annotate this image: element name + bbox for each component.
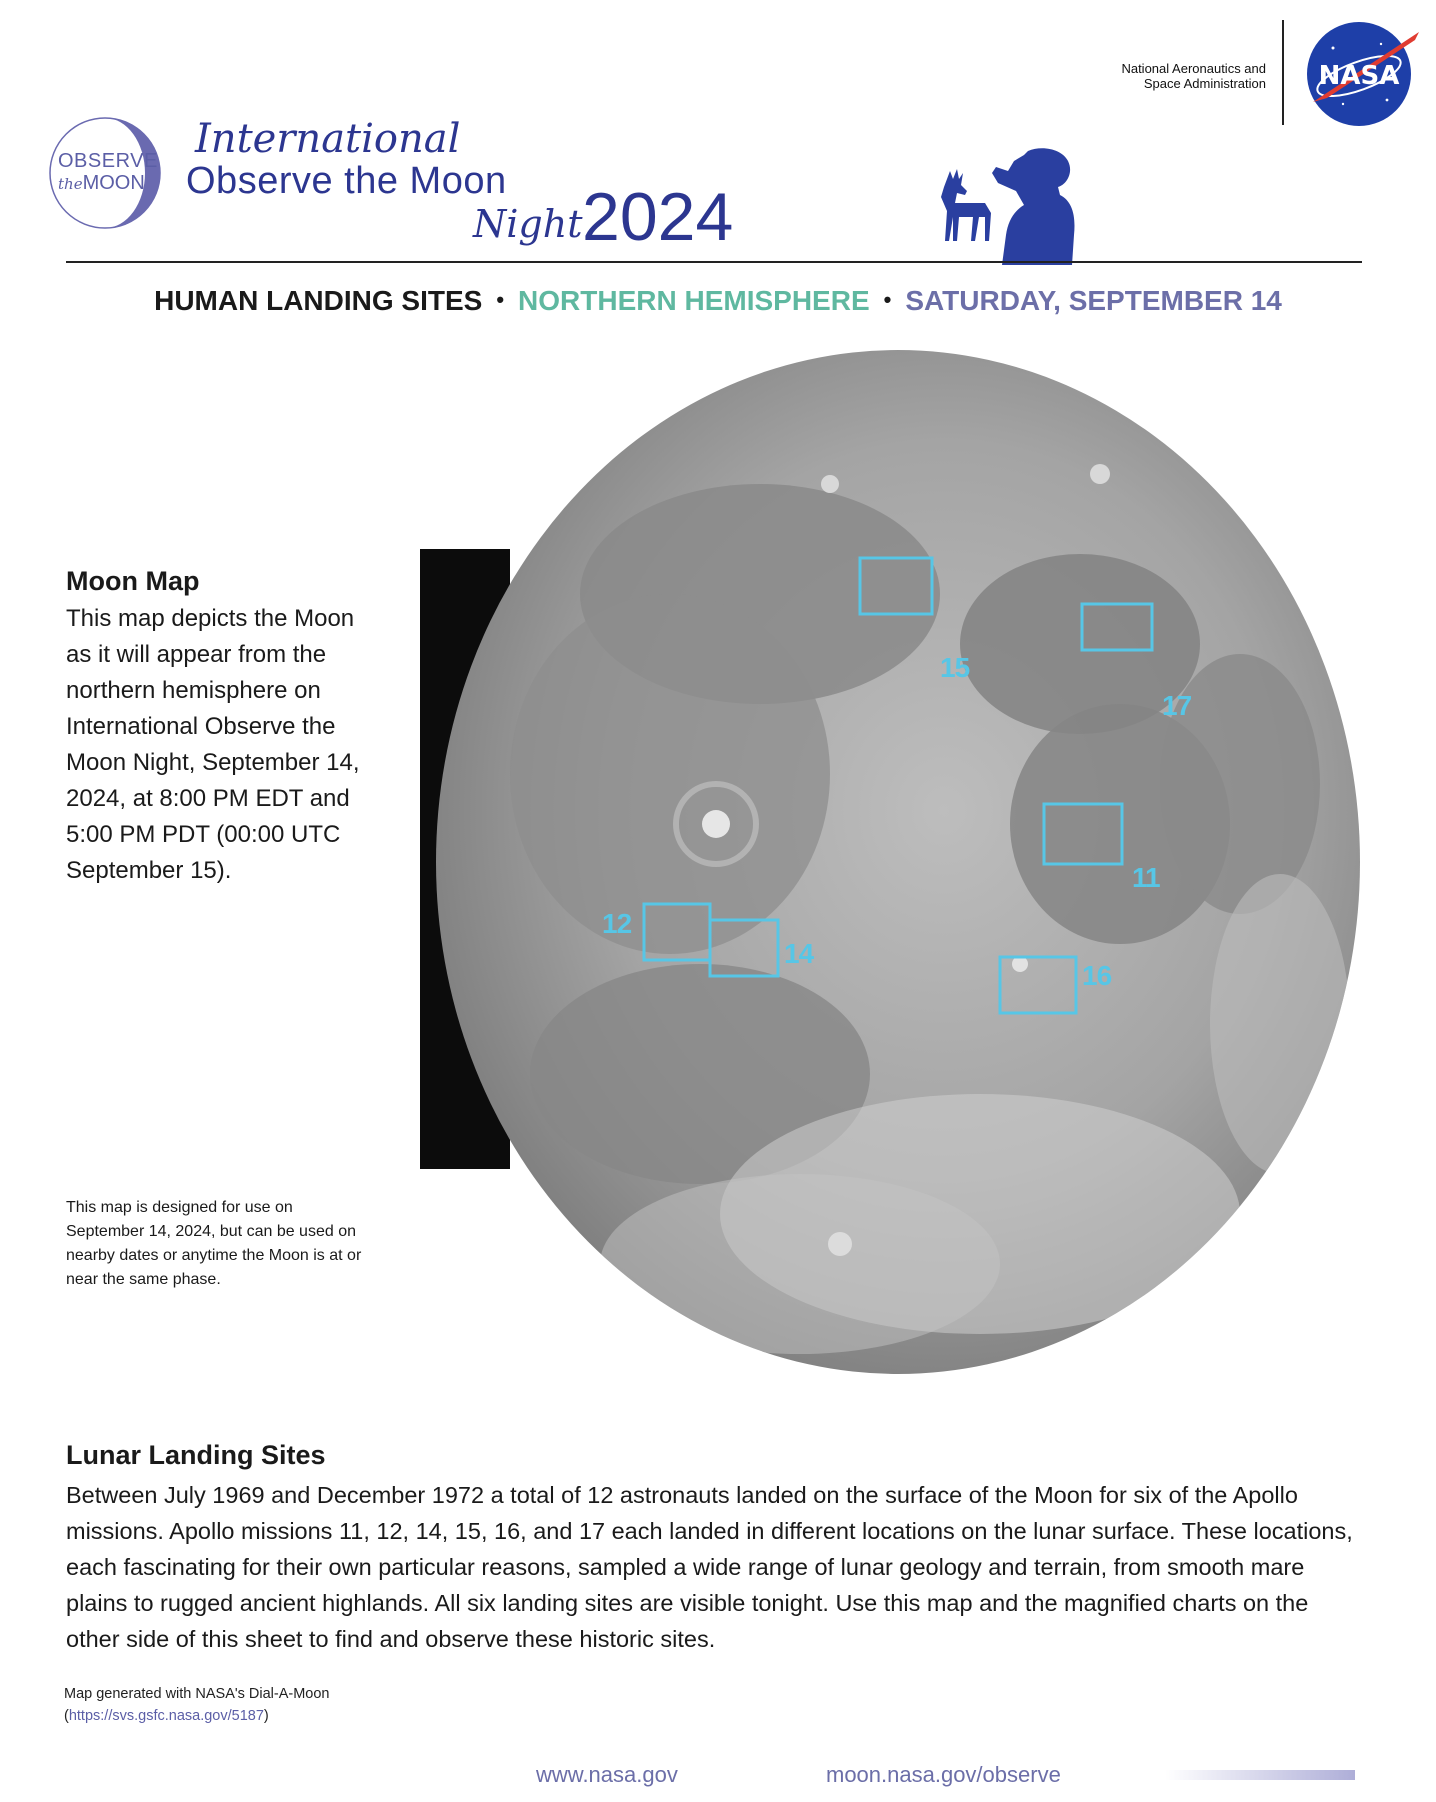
subtitle-part2: NORTHERN HEMISPHERE: [518, 285, 870, 316]
logo-text-observe: OBSERVE: [58, 150, 158, 172]
moon-map-note: This map is designed for use on September 14, 2024, but can be used on nearby dates or anytime the Moon is at or near the same phase.: [66, 1199, 362, 1288]
subtitle-separator: •: [883, 287, 892, 312]
site-label-14: 14: [784, 938, 814, 969]
logo-text-moon-word: MOON: [82, 172, 145, 194]
credit-paren-close: ): [263, 1708, 269, 1724]
moon-map-description: This map depicts the Moon as it will appear from the northern hemisphere on International Observe the Moon Night, September 14, 2024, at 8:00 PM EDT and 5:00 PM PDT (00:00 UTC September 15).: [66, 605, 360, 884]
agency-name-line1: National Aeronautics and: [1121, 61, 1266, 76]
site-label-15: 15: [940, 652, 970, 683]
subtitle: [0, 285, 1436, 317]
logo-text-moon: [58, 172, 145, 195]
agency-name-line2: Space Administration: [1143, 76, 1266, 91]
header-divider: [1282, 20, 1284, 125]
landing-sites-heading: Lunar Landing Sites: [66, 1440, 326, 1470]
title-main: Observe the Moon: [186, 160, 507, 202]
title-year: 2024: [582, 179, 734, 255]
site-label-16: 16: [1082, 960, 1112, 991]
map-credit: Map generated with NASA's Dial-A-Moon: [64, 1686, 330, 1702]
map-credit-link-line: [64, 1708, 269, 1724]
agency-name: [1030, 61, 1266, 91]
title-night: Night: [473, 202, 583, 246]
dial-a-moon-link[interactable]: https://svs.gsfc.nasa.gov/5187: [68, 1708, 264, 1724]
subtitle-separator: •: [496, 287, 505, 312]
footer-decoration-bar: [1165, 1770, 1355, 1780]
footer-link-nasa[interactable]: www.nasa.gov: [536, 1762, 678, 1787]
footer-link-observe[interactable]: moon.nasa.gov/observe: [826, 1762, 1061, 1787]
landing-sites-description: Between July 1969 and December 1972 a total of 12 astronauts landed on the surface of the Moon for six of the Apollo missions. Apollo missions 11, 12, 14, 15, 16, and 17 each landed in different locations on the lunar surface. These locations, each fascinating for their own particular reasons, sampled a wide range of lunar geology and terrain, from smooth mare plains to rugged ancient highlands. All six landing sites are visible tonight. Use this map and the magnified charts on the other side of this sheet to find and observe these historic sites.: [66, 1482, 1353, 1652]
site-label-12: 12: [602, 908, 632, 939]
nasa-logo-text: NASA: [1318, 61, 1400, 91]
subtitle-part1: HUMAN LANDING SITES: [154, 285, 483, 316]
site-label-11: 11: [1132, 862, 1160, 893]
title-international: International: [195, 116, 461, 162]
site-label-17: 17: [1162, 690, 1192, 721]
nasa-logo: [1303, 18, 1421, 128]
subtitle-part3: SATURDAY, SEPTEMBER 14: [905, 285, 1282, 316]
deer-and-observer-silhouette-icon: [930, 145, 1090, 265]
moon-map-heading: Moon Map: [66, 566, 200, 596]
credit-paren-open: (: [64, 1708, 69, 1724]
header-rule: [66, 261, 1362, 263]
logo-text-the: the: [58, 175, 83, 193]
moon-map: [420, 344, 1360, 1379]
